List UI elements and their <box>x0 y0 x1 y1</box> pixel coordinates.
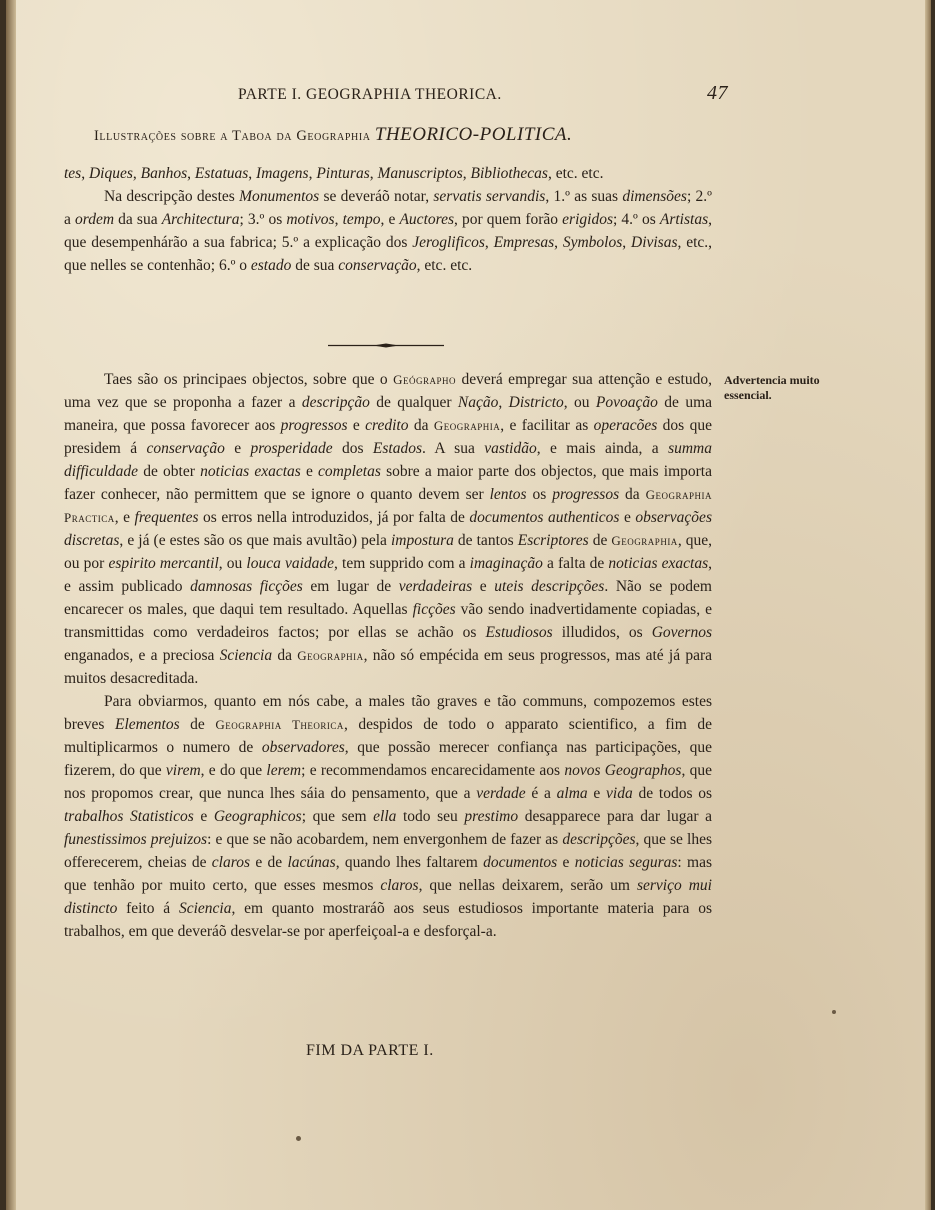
text-run: , tem supprido com a <box>334 555 470 572</box>
italic-term: novos Geographos <box>564 762 682 779</box>
text-run: , quando lhes faltarem <box>335 854 484 871</box>
text-run: , que desempenhárão a sua fabrica; 5.º a explicação dos <box>64 211 712 251</box>
subtitle-prefix: Illustrações sobre a Taboa da Geographia <box>94 128 371 144</box>
text-run: , que nos propomos crear, que nunca lhes sáia do pensamento, que a <box>64 762 712 802</box>
italic-term: Divisas <box>631 234 678 251</box>
text-run: sobre a maior parte dos objectos, que mais importa fazer conhecer, não permittem que se ignore o quanto devem ser <box>64 463 712 503</box>
text-run: , ou <box>563 394 596 411</box>
text-run: , <box>554 234 563 251</box>
text-run: em lugar de <box>302 578 399 595</box>
italic-term: Banhos <box>140 165 188 182</box>
text-run: illudidos, os <box>552 624 652 641</box>
page-number: 47 <box>707 82 728 104</box>
italic-term: tes <box>64 165 82 182</box>
italic-term: Estados <box>372 440 423 457</box>
text-run: . A sua <box>422 440 485 457</box>
text-run: se deveráõ notar, <box>319 188 434 205</box>
italic-term: lacúnas <box>287 854 336 871</box>
ink-speck <box>296 1136 301 1141</box>
italic-term: serviço mui distincto <box>64 877 712 917</box>
text-run: , e <box>380 211 400 228</box>
italic-term: Estudiosos <box>485 624 553 641</box>
italic-term: tempo <box>342 211 381 228</box>
text-run: dos <box>332 440 373 457</box>
text-block-monumentos <box>64 162 712 277</box>
italic-term: Artistas <box>659 211 709 228</box>
text-run: , <box>622 234 631 251</box>
text-run: e <box>619 509 636 526</box>
text-run: e <box>557 854 575 871</box>
italic-term: credito <box>365 417 409 434</box>
italic-term: Sciencia <box>219 647 273 664</box>
text-run: Para obviarmos, quanto em nós cabe, a males tão graves e tão communs, compozemos estes breves <box>64 693 712 733</box>
italic-term: Geographicos <box>213 808 302 825</box>
ink-speck <box>832 1010 836 1014</box>
italic-term: frequentes <box>134 509 199 526</box>
text-run: Na descripção destes <box>104 188 240 205</box>
italic-term: Districto <box>508 394 564 411</box>
text-run: desapparece para dar lugar a <box>518 808 713 825</box>
italic-term: progressos <box>280 417 348 434</box>
text-run: , que nellas deixarem, serão um <box>418 877 637 894</box>
italic-term: Monumentos <box>239 188 320 205</box>
italic-term: ordem <box>75 211 115 228</box>
italic-term: Bibliothecas <box>470 165 548 182</box>
book-page <box>6 0 931 1210</box>
text-run: ; 2.º a <box>64 188 712 228</box>
text-run: e <box>193 808 214 825</box>
text-run: , despidos de todo o apparato scientifico, a fim de multiplicarmos o numero de <box>64 716 712 756</box>
running-title: PARTE I. GEOGRAPHIA THEORICA. <box>238 86 502 103</box>
text-run: da <box>619 486 646 503</box>
italic-term: Imagens <box>256 165 309 182</box>
italic-term: verdadeiras <box>398 578 473 595</box>
text-run: ; que sem <box>301 808 374 825</box>
italic-term: Empresas <box>493 234 555 251</box>
closing-line: FIM DA PARTE I. <box>306 1042 434 1059</box>
italic-term: trabalhos Statisticos <box>64 808 194 825</box>
small-caps-term: Geographia <box>433 418 501 433</box>
italic-term: summa difficuldade <box>64 440 712 480</box>
text-run: ; 3.º os <box>239 211 287 228</box>
italic-term: Diques <box>88 165 133 182</box>
text-run: , <box>187 165 195 182</box>
text-run: , e assim publicado <box>64 555 712 595</box>
text-run: , etc. etc. <box>547 165 604 182</box>
italic-term: dimensões <box>622 188 687 205</box>
italic-term: vida <box>606 785 633 802</box>
italic-term: louca vaidade <box>246 555 335 572</box>
small-caps-term: Geographia <box>611 533 678 548</box>
italic-term: Sciencia <box>178 900 232 917</box>
text-run: os <box>526 486 553 503</box>
small-caps-term: Geógrapho <box>393 372 456 387</box>
italic-term: lerem <box>266 762 302 779</box>
text-run: e <box>300 463 319 480</box>
italic-term: claros <box>380 877 419 894</box>
italic-term: operacões <box>593 417 658 434</box>
text-run: : e que se não acobardem, nem envergonhem de fazer as <box>207 831 563 848</box>
italic-term: Elementos <box>115 716 180 733</box>
italic-term: prosperidade <box>250 440 333 457</box>
italic-term: Escriptores <box>517 532 589 549</box>
text-run: dos que presidem á <box>64 417 712 457</box>
italic-term: imaginação <box>469 555 543 572</box>
italic-term: funestissimos prejuizos <box>64 831 208 848</box>
text-run: Taes são os principaes objectos, sobre que o <box>104 371 394 388</box>
italic-term: ficções <box>412 601 456 618</box>
italic-term: documentos <box>483 854 558 871</box>
text-run: , <box>498 394 509 411</box>
italic-term: documentos authenticos <box>469 509 620 526</box>
italic-term: Pinturas <box>316 165 370 182</box>
text-run: e <box>347 417 366 434</box>
text-run: , que se lhes offerecerem, cheias de <box>64 831 712 871</box>
text-run: da sua <box>114 211 162 228</box>
text-run: de todos os <box>632 785 713 802</box>
italic-term: Estatuas <box>194 165 249 182</box>
text-run: de uma maneira, que possa favorecer aos <box>64 394 712 434</box>
text-run: , ou <box>218 555 247 572</box>
section-subtitle <box>94 124 734 146</box>
text-run: e <box>587 785 607 802</box>
text-run: de <box>179 716 216 733</box>
italic-term: ella <box>373 808 397 825</box>
margin-note: Advertencia muito essencial. <box>724 373 820 402</box>
text-run: , e <box>114 509 135 526</box>
italic-term: espirito mercantil <box>108 555 219 572</box>
subtitle-emphasis: THEORICO-POLITICA. <box>374 124 573 145</box>
text-run: : mas que tenhão por muito certo, que esses mesmos <box>64 854 712 894</box>
text-run: a falta de <box>542 555 609 572</box>
text-run: todo seu <box>396 808 465 825</box>
italic-term: Auctores <box>399 211 454 228</box>
text-run: e de <box>249 854 288 871</box>
italic-term: Symbolos <box>562 234 623 251</box>
italic-term: verdade <box>476 785 526 802</box>
text-run: e <box>472 578 495 595</box>
italic-term: motivos <box>286 211 335 228</box>
small-caps-term: Geographia Theorica <box>215 717 344 732</box>
italic-term: Nação <box>457 394 499 411</box>
text-run: e <box>224 440 251 457</box>
italic-term: Architectura <box>161 211 240 228</box>
text-run: de obter <box>138 463 201 480</box>
text-run: , etc. etc. <box>416 257 473 274</box>
text-run: , <box>248 165 257 182</box>
text-run: , e facilitar as <box>500 417 594 434</box>
text-run: , <box>132 165 141 182</box>
italic-term: impostura <box>390 532 454 549</box>
text-run: enganados, e a preciosa <box>64 647 220 664</box>
text-run: de <box>588 532 612 549</box>
text-run: vão sendo inadvertidamente copiadas, e transmittidas como verdadeiros factos; por ellas se achão os <box>64 601 712 641</box>
italic-term: Manuscriptos <box>377 165 463 182</box>
italic-term: descripção <box>301 394 370 411</box>
italic-term: progressos <box>552 486 620 503</box>
italic-term: prestimo <box>464 808 519 825</box>
italic-term: damnosas ficções <box>190 578 303 595</box>
italic-term: observadores <box>261 739 345 756</box>
text-run: da <box>408 417 434 434</box>
paragraph-descripcao <box>64 185 712 277</box>
text-run: , e do que <box>200 762 267 779</box>
text-block-advertencia <box>64 368 712 943</box>
text-run: deverá empregar sua attenção e estudo, uma vez que se proponha a fazer a <box>64 371 712 411</box>
italic-term: completas <box>318 463 381 480</box>
italic-term: claros <box>211 854 250 871</box>
text-run: de qualquer <box>369 394 458 411</box>
text-run: , e já (e estes são os que mais avultão) pela <box>119 532 391 549</box>
italic-term: virem <box>165 762 201 779</box>
small-caps-term: Geographia Practica <box>64 487 712 525</box>
page-gutter <box>6 0 16 1210</box>
italic-term: noticias exactas <box>200 463 301 480</box>
italic-term: noticias exactas <box>608 555 709 572</box>
text-run: , em quanto mostraráõ aos seus estudiosos importante materia para os trabalhos, em que deveráõ desvelar-se por aperfeiçoal-a e desforçal-a. <box>64 900 712 940</box>
page-edge <box>925 0 931 1210</box>
text-run: ; 4.º os <box>612 211 660 228</box>
text-run: de tantos <box>453 532 518 549</box>
text-run: , <box>369 165 378 182</box>
text-run: ; e recommendamos encarecidamente aos <box>301 762 565 779</box>
italic-term: conservação <box>146 440 225 457</box>
italic-term: estado <box>250 257 292 274</box>
text-run: , <box>334 211 343 228</box>
text-run: . Não se podem encarecer os males, que daqui tem resultado. Aquellas <box>64 578 712 618</box>
paragraph-taes <box>64 368 712 690</box>
italic-term: uteis descripções <box>494 578 605 595</box>
section-divider <box>328 343 444 346</box>
text-run: , <box>484 234 494 251</box>
text-run: de sua <box>291 257 339 274</box>
italic-term: erigidos <box>562 211 613 228</box>
text-run: , por quem forão <box>454 211 563 228</box>
text-run: da <box>272 647 298 664</box>
text-run: , etc., que nelles se contenhão; 6.º o <box>64 234 713 274</box>
paragraph-obviarmos <box>64 690 712 943</box>
text-run: , <box>462 165 471 182</box>
text-run: , não só empécida em seus progressos, mas até já para muitos desacreditada. <box>64 647 712 687</box>
italic-term: Governos <box>651 624 712 641</box>
italic-term: Povoação <box>595 394 658 411</box>
paragraph-continuation <box>64 162 712 185</box>
italic-term: vastidão <box>484 440 537 457</box>
italic-term: Jeroglificos <box>412 234 485 251</box>
italic-term: alma <box>556 785 588 802</box>
text-run: é a <box>525 785 557 802</box>
italic-term: observações discretas <box>64 509 712 549</box>
text-run: feito á <box>117 900 179 917</box>
text-run: , 1.º as suas <box>545 188 623 205</box>
text-run: os erros nella introduzidos, já por falta de <box>198 509 470 526</box>
text-run: , e mais ainda, a <box>536 440 669 457</box>
italic-term: noticias seguras <box>574 854 678 871</box>
text-run: , <box>308 165 317 182</box>
italic-term: servatis servandis <box>433 188 546 205</box>
italic-term: descripções <box>562 831 636 848</box>
italic-term: lentos <box>489 486 527 503</box>
text-run: , <box>81 165 89 182</box>
text-run: , que, ou por <box>64 532 713 572</box>
text-run: , que possão merecer confiança nas participações, que fizerem, do que <box>64 739 713 779</box>
small-caps-term: Geographia <box>297 648 364 663</box>
italic-term: conservação <box>338 257 417 274</box>
